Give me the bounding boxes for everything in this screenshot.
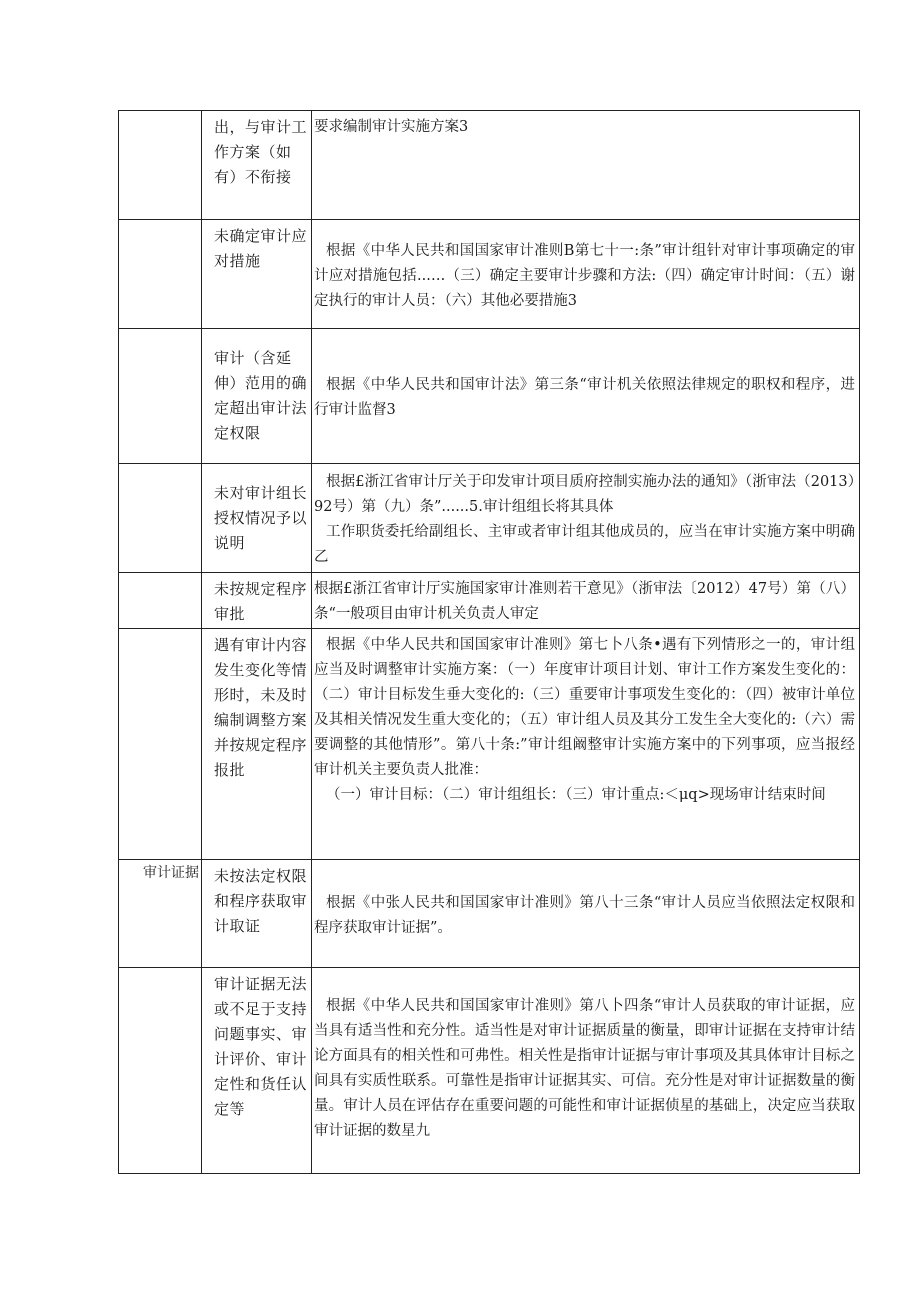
table-row (119, 573, 860, 629)
table-row (119, 329, 860, 464)
category-cell (119, 968, 202, 1174)
basis-paragraph: 根据《中华人民共和国审计法》第三条“审计机关依照法律规定的职权和程序，进行审计监督3 (314, 377, 855, 418)
basis-cell (312, 573, 860, 629)
issue-cell: 遇有审计内容发生变化等情形时，未及时编制调整方案并按规定程序报批 (202, 629, 312, 860)
basis-paragraph: 根据《中张人民共和国国家审计准则》第八十三条“审计人员应当依照法定权限和程序获取审计证据”。 (314, 894, 855, 936)
basis-cell (312, 329, 860, 464)
issue-cell: 审计（含延伸）范用的确定超出审计法定权限 (202, 329, 312, 464)
basis-cell (312, 860, 860, 968)
table-row (119, 629, 860, 860)
table-row (119, 968, 860, 1174)
issue-cell: 未按法定权限和程序获取审计取证 (202, 860, 312, 968)
category-cell (119, 111, 202, 220)
basis-paragraph: （一）审计目标：（二）审计组组长：（三）审计重点:＜μq>现场审计结束时间 (326, 787, 826, 803)
category-cell (119, 629, 202, 860)
table-row (119, 220, 860, 329)
issue-cell: 未对审计组长授权情况予以说明 (202, 464, 312, 573)
issue-cell: 未按规定程序审批 (202, 573, 312, 629)
basis-cell (312, 464, 860, 573)
basis-cell (312, 968, 860, 1174)
issue-cell: 未确定审计应对措施 (202, 220, 312, 329)
issue-cell: 出，与审计工作方案（如有）不衔接 (202, 111, 312, 220)
basis-paragraph: 要求编制审计实施方案3 (314, 119, 469, 135)
basis-paragraph: 根据《中华人民共和国国家审计准则》第八卜四条“审计人员获取的审计证据，应当具有适当性和充分性。适当性是对审计证据质量的衡量，即审计证据在支持审计结论方面具有的相关性和可弗性。相关性是指审计证据与审计事项及其具体审计目标之间具有实质性联系。可靠性是指审计证据其实、可信。充分性是对审计证据数量的衡量。审计人员在评估存在重要问题的可能性和审计证据侦星的基础上，决定应当获取审计证据的数星九 (314, 998, 855, 1139)
basis-paragraph: 根据《中华人民共和国国家审计准则B第七十一:条”审计组针对审计事项确定的审计应对措施包括..….（三）确定主要审计步骤和方法:（四）确定审计时间：（五）谢定执行的审计人员：（六）其他必要措施3 (314, 242, 855, 309)
basis-cell (312, 220, 860, 329)
basis-paragraph: 根据£浙江省审计厅实施国家审计准则若干意见》（浙审法〔2012）47号）第（八）条“一般项目由审计机关负责人审定 (314, 581, 855, 622)
table-row (119, 111, 860, 220)
audit-criteria-table (118, 110, 860, 1174)
category-cell (119, 220, 202, 329)
basis-paragraph: 根据《中华人民共和国国家审计准则》第七卜八条•遇有下列情形之一的，审计组应当及时调整审计实施方案：（一）年度审计项目计划、审计工作方案发生变化的：（二）审计目标发生垂大变化的:（三）重要审计事项发生变化的：（四）被审计单位及其相关情况发生重大变化的；（五）审计组人员及其分工发生全大变化的:（六）需要调整的其他情形”。第八十条:”审计组阚整审计实施方案中的下列事项，应当报经审计机关主要负责人批准： (314, 637, 855, 778)
basis-paragraph: 根据£浙江省审计厅关于印发审计项目质府控制实施办法的通知》（浙审法（2013）92号）第（九）条”......5.审计组组长将其具体 (314, 474, 855, 515)
table-row (119, 464, 860, 573)
issue-cell: 审计证据无法或不足于支持问题事实、审计评价、审计定性和货任认定等 (202, 968, 312, 1174)
basis-cell (312, 111, 860, 220)
basis-paragraph: 工作职货委托给副组长、主审或者审计组其他成员的，应当在审计实施方案中明确乙 (314, 524, 855, 565)
category-cell: 审计证据 (119, 860, 202, 968)
basis-cell (312, 629, 860, 860)
category-cell (119, 464, 202, 573)
table-row (119, 860, 860, 968)
category-cell (119, 329, 202, 464)
category-cell (119, 573, 202, 629)
